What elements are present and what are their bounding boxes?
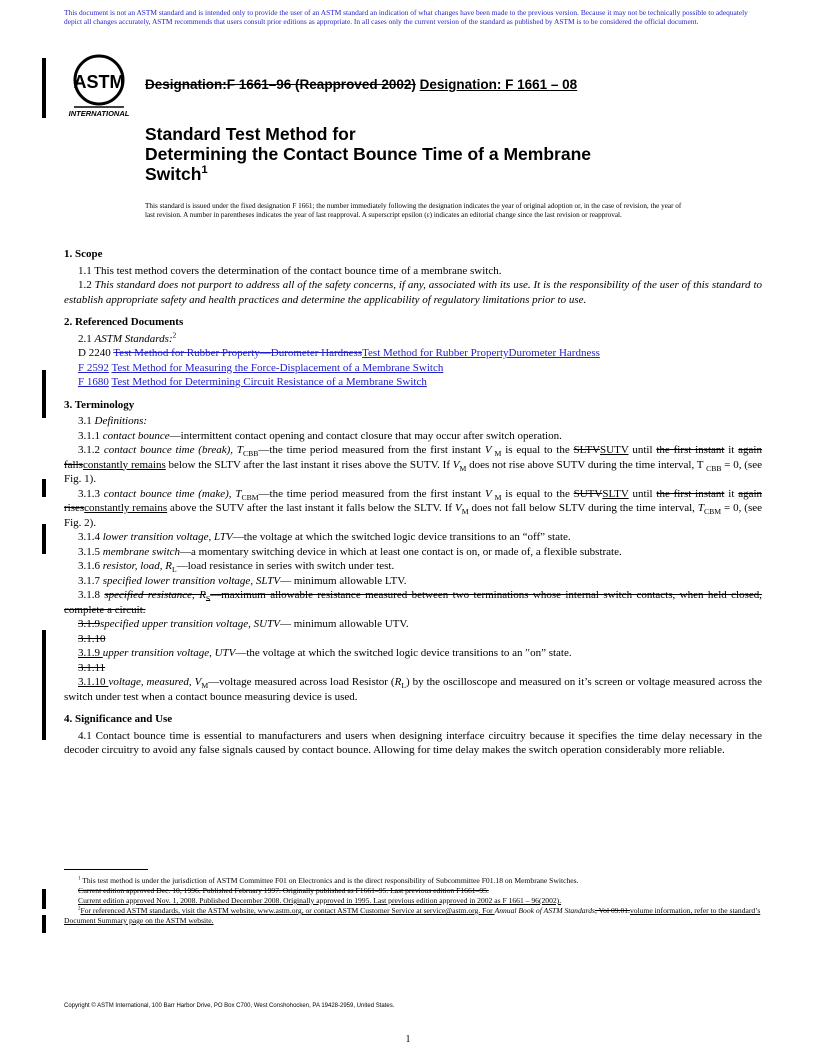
logo-letters: ASTM [73,72,125,92]
footnote-1-inserted: Current edition approved Nov. 1, 2008. Published December 2008. Originally approved in 1995. Last previous edition approved in 2002 as F 1661 – 96(2002). [78,896,562,905]
definition-contact-bounce: 3.1.1 contact bounce—intermittent contact opening and contact closure that may occur after switch operation. [78,429,562,442]
section-significance [64,712,762,758]
scope-heading: 1. Scope [64,248,103,260]
disclaimer-notice: This document is not an ASTM standard and is intended only to provide the user of an ASTM standard an indication of what changes have been made to the previous version. Because it may not be technically possible to adequately depict all changes accurately, ASTM recommends that users consult prior editions as appropriate. In all cases only the current version of the standard as published by ASTM is to be considered the official document. [64,8,748,26]
change-bar [42,524,46,554]
change-bar [42,889,46,909]
designation [145,77,577,92]
significance-4-1: 4.1 Contact bounce time is essential to manufacturers and users when designing interface circuitry because it specifies the time delay necessary in the decoder circuitry to avoid any false signals caused by contact bounce. Allowing for time delay makes the switch operation considerably more reliable. [64,729,762,756]
definition-bounce-break: 3.1.2 contact bounce time (break), $T_{CBB}—the$ time period measured from the first instant V $_M$ is equal to the SLTVSUTV until the first instant it again fallsconstantly remains below the SLTV after the last instant it rises above the SUTV. If $V_M$ does not rise above SUTV during the time interval, T $_{CBB}$ = 0, (see Fig. 1). [64,444,762,485]
reference-item[interactable]: D 2240 Test Method for Rubber Property—Durometer HardnessTest Method for Rubber PropertyDurometer Hardness [78,347,600,359]
preface-note: This standard is issued under the fixed designation F 1661; the number immediately following the designation indicates the year of original adoption or, in the case of revision, the year of last revision. A number in parentheses indicates the year of last reapproval. A superscript epsilon (ε) indicates an editorial change since the last revision or reapproval. [145,202,682,219]
terminology-heading: 3. Terminology [64,398,135,411]
change-bar [42,370,46,418]
definition-bounce-make: 3.1.3 contact bounce time (make), $T_{CBM}—the$ time period measured from the first instant V $_M$ is equal to the SUTVSLTV until the first instant it again risesconstantly remains above the SUTV after the last instant it falls below the SLTV. If $V_M$ does not fall below SLTV during the time interval, $T_{CBM} = 0$, (see Fig. 2). [64,487,763,529]
copyright-notice: Copyright © ASTM International, 100 Barr Harbor Drive, PO Box C700, West Conshohocken, PA 19428-2959, United States. [64,1003,395,1009]
definition-load-resistor: 3.1.6 resistor, load, $R_L—load$ resistance in series with switch under test. [78,560,395,575]
old-designation: Designation:F 1661–96 (Reapproved 2002) [145,77,416,92]
change-bar [42,479,46,497]
footnote-rule [64,869,148,870]
definition-specified-resistance-deleted: 3.1.8 specified resistance, $R_S—maximum$ allowable resistance measured between two terminations whose internal switch contacts, when held closed, complete a circuit. [64,589,762,616]
change-bar [42,58,46,118]
definitions-intro: 3.1 Definitions: [78,415,148,427]
definition-sutv: 3.1.9specified upper transition voltage, SUTV— minimum allowable UTV. [78,618,409,630]
deleted-number-3-1-11: 3.1.11 [78,661,106,674]
title-line-3: Switch [145,164,202,184]
section-scope [64,247,762,307]
change-bar [42,915,46,933]
new-designation: Designation: F 1661 – 08 [419,77,578,92]
page-title [145,124,591,184]
section-references [64,315,762,390]
change-bar [42,630,46,740]
scope-1-1: 1.1 This test method covers the determination of the contact bounce time of a membrane switch. [78,264,502,277]
footnotes [64,876,764,926]
astm-logo [66,52,132,118]
definition-ltv: 3.1.4 lower transition voltage, LTV—the voltage at which the switched logic device transitions to an “off” state. [78,531,571,543]
footnote-2: $^2$For referenced ASTM standards, visit the ASTM website, www.astm.org, or contact ASTM Customer Service at service@astm.org. For Annual Book of ASTM Standards, Vol 09.01.volume information, refer to the standard’s Document Summary page on the ASTM website. [64,906,761,925]
definition-utv: 3.1.9 upper transition voltage, UTV—the voltage at which the switched logic device transitions to an ′′on” state. [78,647,572,659]
title-footnote-mark: 1 [201,164,208,177]
references-intro: 2.1 ASTM Standards:$^2$ [78,330,177,345]
scope-1-2: 1.2 This standard does not purport to address all of the safety concerns, if any, associated with its use. It is the responsibility of the user of this standard to establish appropriate safety and health practices and determine the applicability of regulatory limitations prior to use. [64,279,762,306]
references-heading: 2. Referenced Documents [64,316,184,328]
footnote-1-deleted: Current edition approved Dec. 10, 1996. Published February 1997. Originally published as F1661–95. Last previous edition F1661–95. [78,886,489,895]
footnote-1: $^1$ This test method is under the jurisdiction of ASTM Committee F01 on Electronics and is the direct responsibility of Subcommittee F01.18 on Membrane Switches. [78,876,579,885]
reference-item[interactable]: F 1680 Test Method for Determining Circuit Resistance of a Membrane Switch [78,376,427,388]
deleted-number-3-1-10: 3.1.10 [78,632,106,645]
document-body [64,247,762,766]
page-number: 1 [405,1034,411,1045]
definition-sltv: 3.1.7 specified lower transition voltage, SLTV— minimum allowable LTV. [78,574,407,587]
reference-item[interactable]: F 2592 Test Method for Measuring the Force-Displacement of a Membrane Switch [78,361,444,374]
definition-membrane-switch: 3.1.5 membrane switch—a momentary switching device in which at least one contact is on, or made of, a flexible substrate. [78,545,622,558]
logo-subtitle: INTERNATIONAL [68,109,130,118]
title-line-2: Determining the Contact Bounce Time of a Membrane [145,144,591,164]
significance-heading: 4. Significance and Use [64,713,173,725]
title-line-1: Standard Test Method for [145,124,356,144]
section-terminology [64,398,762,705]
definition-measured-voltage: 3.1.10 voltage, measured, $V_M—voltage$ measured across load Resistor $(R_L)$ by the oscilloscope and measured on it’s screen or voltage measured across the switch under test when a contact bounce measuring device is used. [64,676,763,703]
